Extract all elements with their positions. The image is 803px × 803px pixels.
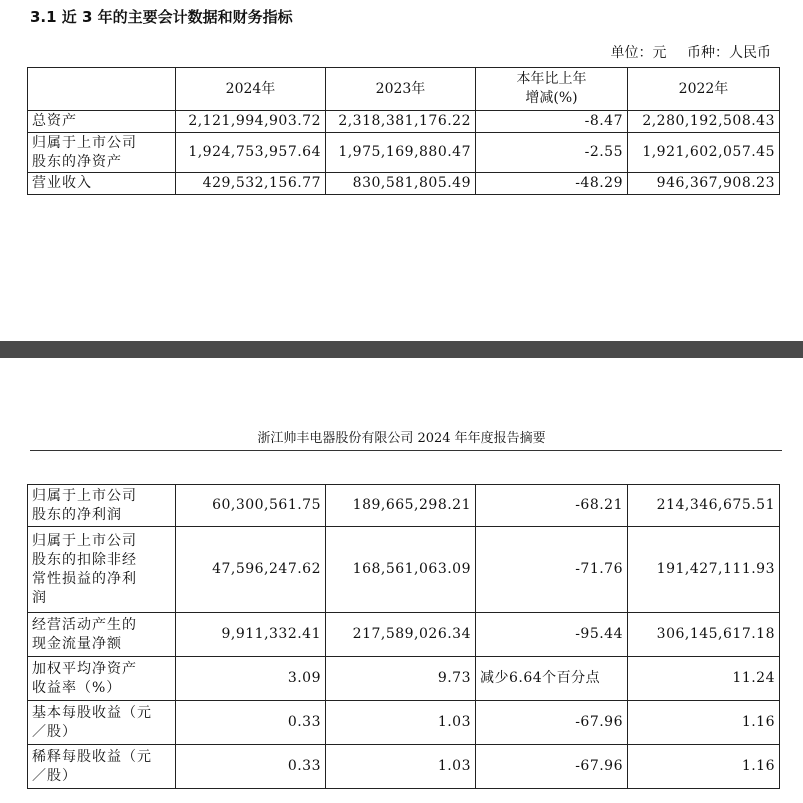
value-cell: 1,924,753,957.64 [176,133,326,173]
table-row [28,527,780,613]
unit-currency-line [595,42,771,62]
row-label: 营业收入 [28,173,176,195]
row-label: 基本每股收益（元 ／股） [28,701,176,745]
value-cell: 1.03 [326,701,476,745]
table-row [28,745,780,789]
value-cell: 0.33 [176,745,326,789]
value-cell: 946,367,908.23 [628,173,780,195]
value-cell: 60,300,561.75 [176,485,326,527]
value-cell: -8.47 [476,111,628,133]
value-cell: 191,427,111.93 [628,527,780,613]
table-row [28,173,780,195]
row-label: 稀释每股收益（元 ／股） [28,745,176,789]
value-cell: 830,581,805.49 [326,173,476,195]
value-cell: 1,921,602,057.45 [628,133,780,173]
value-cell: 168,561,063.09 [326,527,476,613]
page-header: 浙江帅丰电器股份有限公司 2024 年年度报告摘要 [257,431,546,446]
currency-label: 币种：人民币 [687,45,771,61]
value-cell: -2.55 [476,133,628,173]
page-divider-bar [0,341,803,358]
value-cell: -71.76 [476,527,628,613]
table-row [28,133,780,173]
value-cell: -48.29 [476,173,628,195]
value-cell: 9.73 [326,657,476,701]
value-cell: 1.03 [326,745,476,789]
table-row [28,111,780,133]
row-label: 归属于上市公司 股东的净利润 [28,485,176,527]
header-cell-2024: 2024年 [176,68,326,111]
table-row [28,613,780,657]
value-cell: 1.16 [628,745,780,789]
table-row [28,701,780,745]
value-cell: 306,145,617.18 [628,613,780,657]
value-cell: 214,346,675.51 [628,485,780,527]
value-cell: 2,121,994,903.72 [176,111,326,133]
row-label: 经营活动产生的 现金流量净额 [28,613,176,657]
row-label: 总资产 [28,111,176,133]
row-label: 归属于上市公司 股东的净资产 [28,133,176,173]
header-cell-2023: 2023年 [326,68,476,111]
header-cell-change: 本年比上年 增减(%) [476,68,628,111]
value-cell: 11.24 [628,657,780,701]
header-cell-2022: 2022年 [628,68,780,111]
value-cell: 减少6.64个百分点 [476,657,628,701]
header-cell-item [28,68,176,111]
value-cell: 217,589,026.34 [326,613,476,657]
value-cell: 2,318,381,176.22 [326,111,476,133]
table-row [28,657,780,701]
value-cell: 3.09 [176,657,326,701]
value-cell: 9,911,332.41 [176,613,326,657]
value-cell: -95.44 [476,613,628,657]
row-label: 归属于上市公司 股东的扣除非经 常性损益的净利 润 [28,527,176,613]
section-title: 3.1 近 3 年的主要会计数据和财务指标 [30,8,293,26]
value-cell: 189,665,298.21 [326,485,476,527]
value-cell: -67.96 [476,701,628,745]
unit-label: 单位：元 [610,45,667,61]
header-rule [30,450,782,451]
value-cell: -67.96 [476,745,628,789]
value-cell: -68.21 [476,485,628,527]
value-cell: 429,532,156.77 [176,173,326,195]
financial-table-bottom [27,484,780,789]
value-cell: 2,280,192,508.43 [628,111,780,133]
financial-table-top [27,67,780,195]
value-cell: 1.16 [628,701,780,745]
value-cell: 0.33 [176,701,326,745]
table-header-row [28,68,780,111]
row-label: 加权平均净资产 收益率（%） [28,657,176,701]
value-cell: 47,596,247.62 [176,527,326,613]
value-cell: 1,975,169,880.47 [326,133,476,173]
table-row [28,485,780,527]
